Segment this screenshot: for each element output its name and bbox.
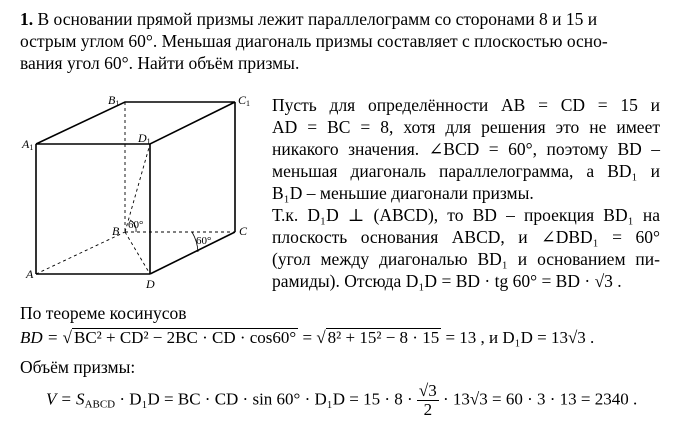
solution-line-6: Т.к. D₁D ⊥ (ABCD), то BD – проекция BD₁ на <box>272 205 660 225</box>
formula1-result: = 13 , и D₁D = 13√3 . <box>445 328 595 347</box>
solution-line-7: плоскость основания ABCD, и ∠DBD₁ = 60° <box>272 227 660 247</box>
formula2-part3: · 13√3 = 60 · 3 · 13 = 2340 . <box>443 389 638 409</box>
theorem-label: По теореме косинусов <box>20 303 187 323</box>
solution-line-1: Пусть для определённости AB = CD = 15 и <box>272 95 660 115</box>
formula2-part1: V = S <box>46 389 85 409</box>
problem-line-3: вания угол 60°. Найти объём призмы. <box>20 53 300 73</box>
formula2-part2: · D₁D = BC · CD · sin 60° · D₁D = 15 · 8 · <box>119 389 413 409</box>
problem-number: 1. <box>20 9 34 29</box>
solution-line-9: рамиды). Отсюда D₁D = BD · tg 60° = BD · √3 . <box>272 271 622 291</box>
angle-label-bd1: 60° <box>128 219 144 231</box>
formula1-lhs: BD = <box>20 328 59 347</box>
formula2-numerator: √3 <box>418 381 437 400</box>
label-B1: B1 <box>108 93 120 108</box>
solution-line-2: AD = BC = 8, хотя для решения это не имеет <box>272 117 660 137</box>
label-D1: D1 <box>138 131 151 146</box>
formula2-sub: ABCD <box>84 398 116 411</box>
formula1-radical1: BC² + CD² − 2BC · CD · cos60° <box>73 328 297 347</box>
solution-line-8: (угол между диагональю BD₁ и основанием пи- <box>272 249 660 269</box>
formula-volume <box>46 382 637 419</box>
problem-line-1: В основании прямой призмы лежит параллелограмм со сторонами 8 и 15 и <box>37 9 598 29</box>
problem-line-2: острым углом 60°. Меньшая диагональ призмы составляет с плоскостью осно- <box>20 31 608 51</box>
solution-line-4: меньшая диагональ параллелограмма, а BD₁ и <box>272 161 660 181</box>
formula2-fraction <box>417 382 439 419</box>
solution-line-3: никакого значения. ∠BCD = 60°, поэтому BD – <box>272 139 660 159</box>
label-A1: A1 <box>22 137 34 152</box>
label-B: B <box>112 224 120 238</box>
label-D: D <box>146 277 155 288</box>
formula-bd: BD = √ BC² + CD² − 2BC · CD · cos60° = √ 8² + 15² − 8 · 15 = 13 , и D₁D = 13√3 . <box>20 328 595 347</box>
prism-figure <box>20 92 270 288</box>
formula2-denominator: 2 <box>423 400 433 419</box>
solution-text <box>272 94 660 292</box>
volume-label: Объём призмы: <box>20 357 136 377</box>
label-C1: C1 <box>238 93 251 108</box>
label-A: A <box>26 267 34 281</box>
label-C: C <box>239 224 248 238</box>
formula1-radical2: 8² + 15² − 8 · 15 <box>327 328 440 347</box>
formula1-eq: = <box>302 328 313 347</box>
problem-statement <box>20 8 660 74</box>
angle-label-c: 60° <box>196 235 212 247</box>
solution-line-5: B₁D – меньшие диагонали призмы. <box>272 183 534 203</box>
